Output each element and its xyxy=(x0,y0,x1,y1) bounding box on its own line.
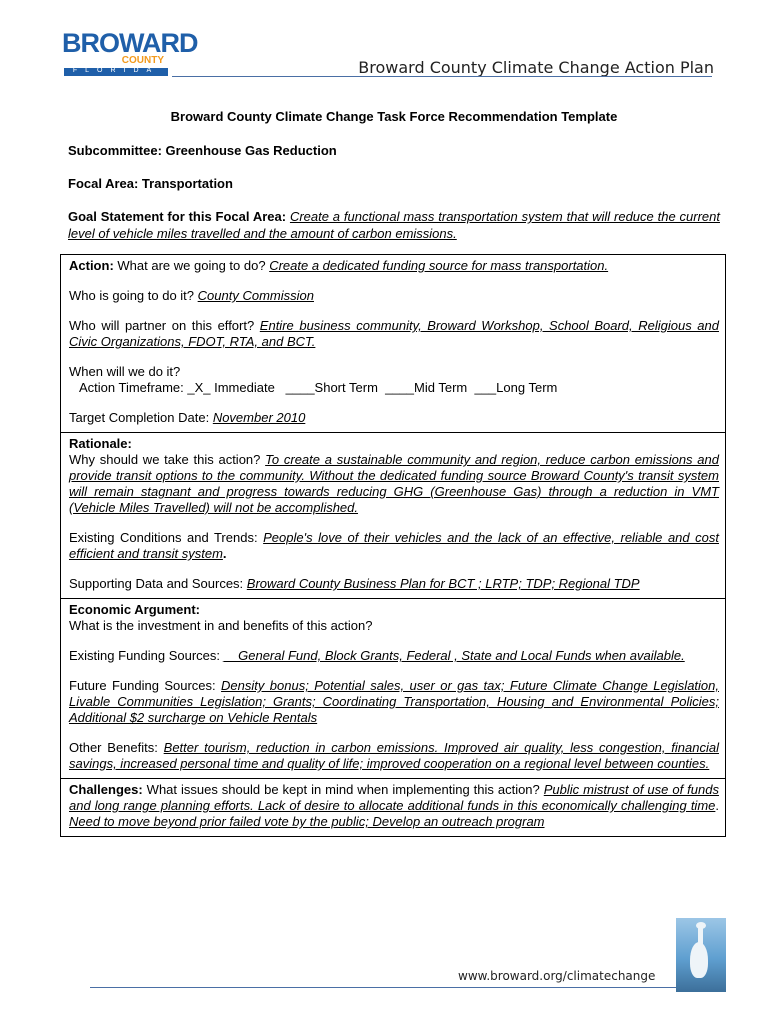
future-funding-row xyxy=(69,678,719,726)
other-benefits-question: Other Benefits: xyxy=(69,740,158,755)
action-timeframe: Action Timeframe: _X_ Immediate ____Short Term ____Mid Term ___Long Term xyxy=(79,380,558,395)
data-question: Supporting Data and Sources: xyxy=(69,576,244,591)
recommendation-form xyxy=(60,254,726,837)
action-question xyxy=(69,258,719,274)
challenges-row xyxy=(69,782,719,830)
data-answer: Broward County Business Plan for BCT ; LRTP; TDP; Regional TDP xyxy=(246,576,640,591)
goal-label: Goal Statement for this Focal Area: xyxy=(68,209,287,224)
action-question-text: What are we going to do? xyxy=(117,258,266,273)
why-question: Why should we take this action? xyxy=(69,452,261,467)
rationale-label: Rationale: xyxy=(69,436,132,451)
target-row xyxy=(69,410,719,426)
logo-county-text: COUNTY xyxy=(121,55,164,66)
subcommittee: Subcommittee: Greenhouse Gas Reduction xyxy=(68,143,337,158)
who-row xyxy=(69,288,719,304)
challenges-section xyxy=(61,779,725,836)
economic-label: Economic Argument: xyxy=(69,602,200,617)
existing-funding-answer: __General Fund, Block Grants, Federal , State and Local Funds when available. xyxy=(223,648,685,663)
heron-head xyxy=(696,922,706,929)
when-question: When will we do it? xyxy=(69,364,181,379)
conditions-row xyxy=(69,530,719,562)
partner-answer: Entire business community, Broward Workshop, School Board, Religious and Civic Organizations, FDOT, RTA, and BCT. xyxy=(69,318,719,349)
why-answer: To create a sustainable community and region, reduce carbon emissions and provide transit options to the community. Without the dedicated funding source Broward County's transit system will remain stagnant and progress towards reducing GHG (Greenhouse Gas) through a reduction in VMT (Vehicle Miles Travelled) will not be accomplished. xyxy=(69,452,719,515)
other-benefits-row xyxy=(69,740,719,772)
action-section xyxy=(61,255,725,433)
data-row xyxy=(69,576,719,592)
challenges-question: What issues should be kept in mind when implementing this action? xyxy=(146,782,540,797)
conditions-end: . xyxy=(222,546,227,561)
footer-url: www.broward.org/climatechange xyxy=(458,969,656,983)
rationale-section xyxy=(61,433,725,599)
partner-row xyxy=(69,318,719,350)
economic-question: What is the investment in and benefits of this action? xyxy=(69,618,373,633)
who-question: Who is going to do it? xyxy=(69,288,195,303)
existing-funding-question: Existing Funding Sources: xyxy=(69,648,221,663)
who-answer: County Commission xyxy=(197,288,314,303)
heron-body xyxy=(690,942,708,978)
existing-funding-row xyxy=(69,648,719,664)
challenges-label: Challenges: xyxy=(69,782,143,797)
logo-florida-text: FLORIDA xyxy=(72,67,160,74)
partner-question: Who will partner on this effort? xyxy=(69,318,255,333)
economic-section xyxy=(61,599,725,779)
goal-statement xyxy=(68,208,720,242)
document-title: Broward County Climate Change Task Force Recommendation Template xyxy=(170,109,618,124)
heron-image xyxy=(676,918,726,992)
when-row xyxy=(69,364,719,396)
footer-rule xyxy=(90,987,680,988)
header-rule xyxy=(172,76,712,77)
document-intro xyxy=(68,108,720,248)
future-funding-answer: Density bonus; Potential sales, user or gas tax; Future Climate Change Legislation, Livable Communities Legislation; Grants; Coordinating Transportation, Housing and Environmental Policies; Additional $2 surcharge on Vehicle Rentals xyxy=(69,678,719,725)
challenges-sep: . xyxy=(715,798,719,813)
goal-text: Create a functional mass transportation system that will reduce the current level of vehicle miles travelled and the amount of carbon emissions. xyxy=(68,209,720,241)
action-answer: Create a dedicated funding source for mass transportation. xyxy=(269,258,609,273)
logo-main-text: BROWARD xyxy=(62,28,198,58)
target-label: Target Completion Date: xyxy=(69,410,210,425)
action-label: Action: xyxy=(69,258,114,273)
challenges-answer-1: Public mistrust of use of funds and long range planning efforts. Lack of desire to allocate additional funds in this economically challenging time xyxy=(69,782,719,813)
conditions-answer: People's love of their vehicles and the lack of an effective, reliable and cost efficient and transit system xyxy=(69,530,719,561)
challenges-answer-2: Need to move beyond prior failed vote by the public; Develop an outreach program xyxy=(69,814,545,829)
header-title: Broward County Climate Change Action Plan xyxy=(358,58,714,77)
other-benefits-answer: Better tourism, reduction in carbon emissions. Improved air quality, less congestion, financial savings, increased personal time and quality of life; improved cooperation on a regional level between counties. xyxy=(69,740,719,771)
broward-county-logo xyxy=(60,28,198,78)
why-row xyxy=(69,452,719,516)
target-date: November 2010 xyxy=(212,410,306,425)
future-funding-question: Future Funding Sources: xyxy=(69,678,216,693)
conditions-question: Existing Conditions and Trends: xyxy=(69,530,258,545)
focal-area: Focal Area: Transportation xyxy=(68,176,233,191)
